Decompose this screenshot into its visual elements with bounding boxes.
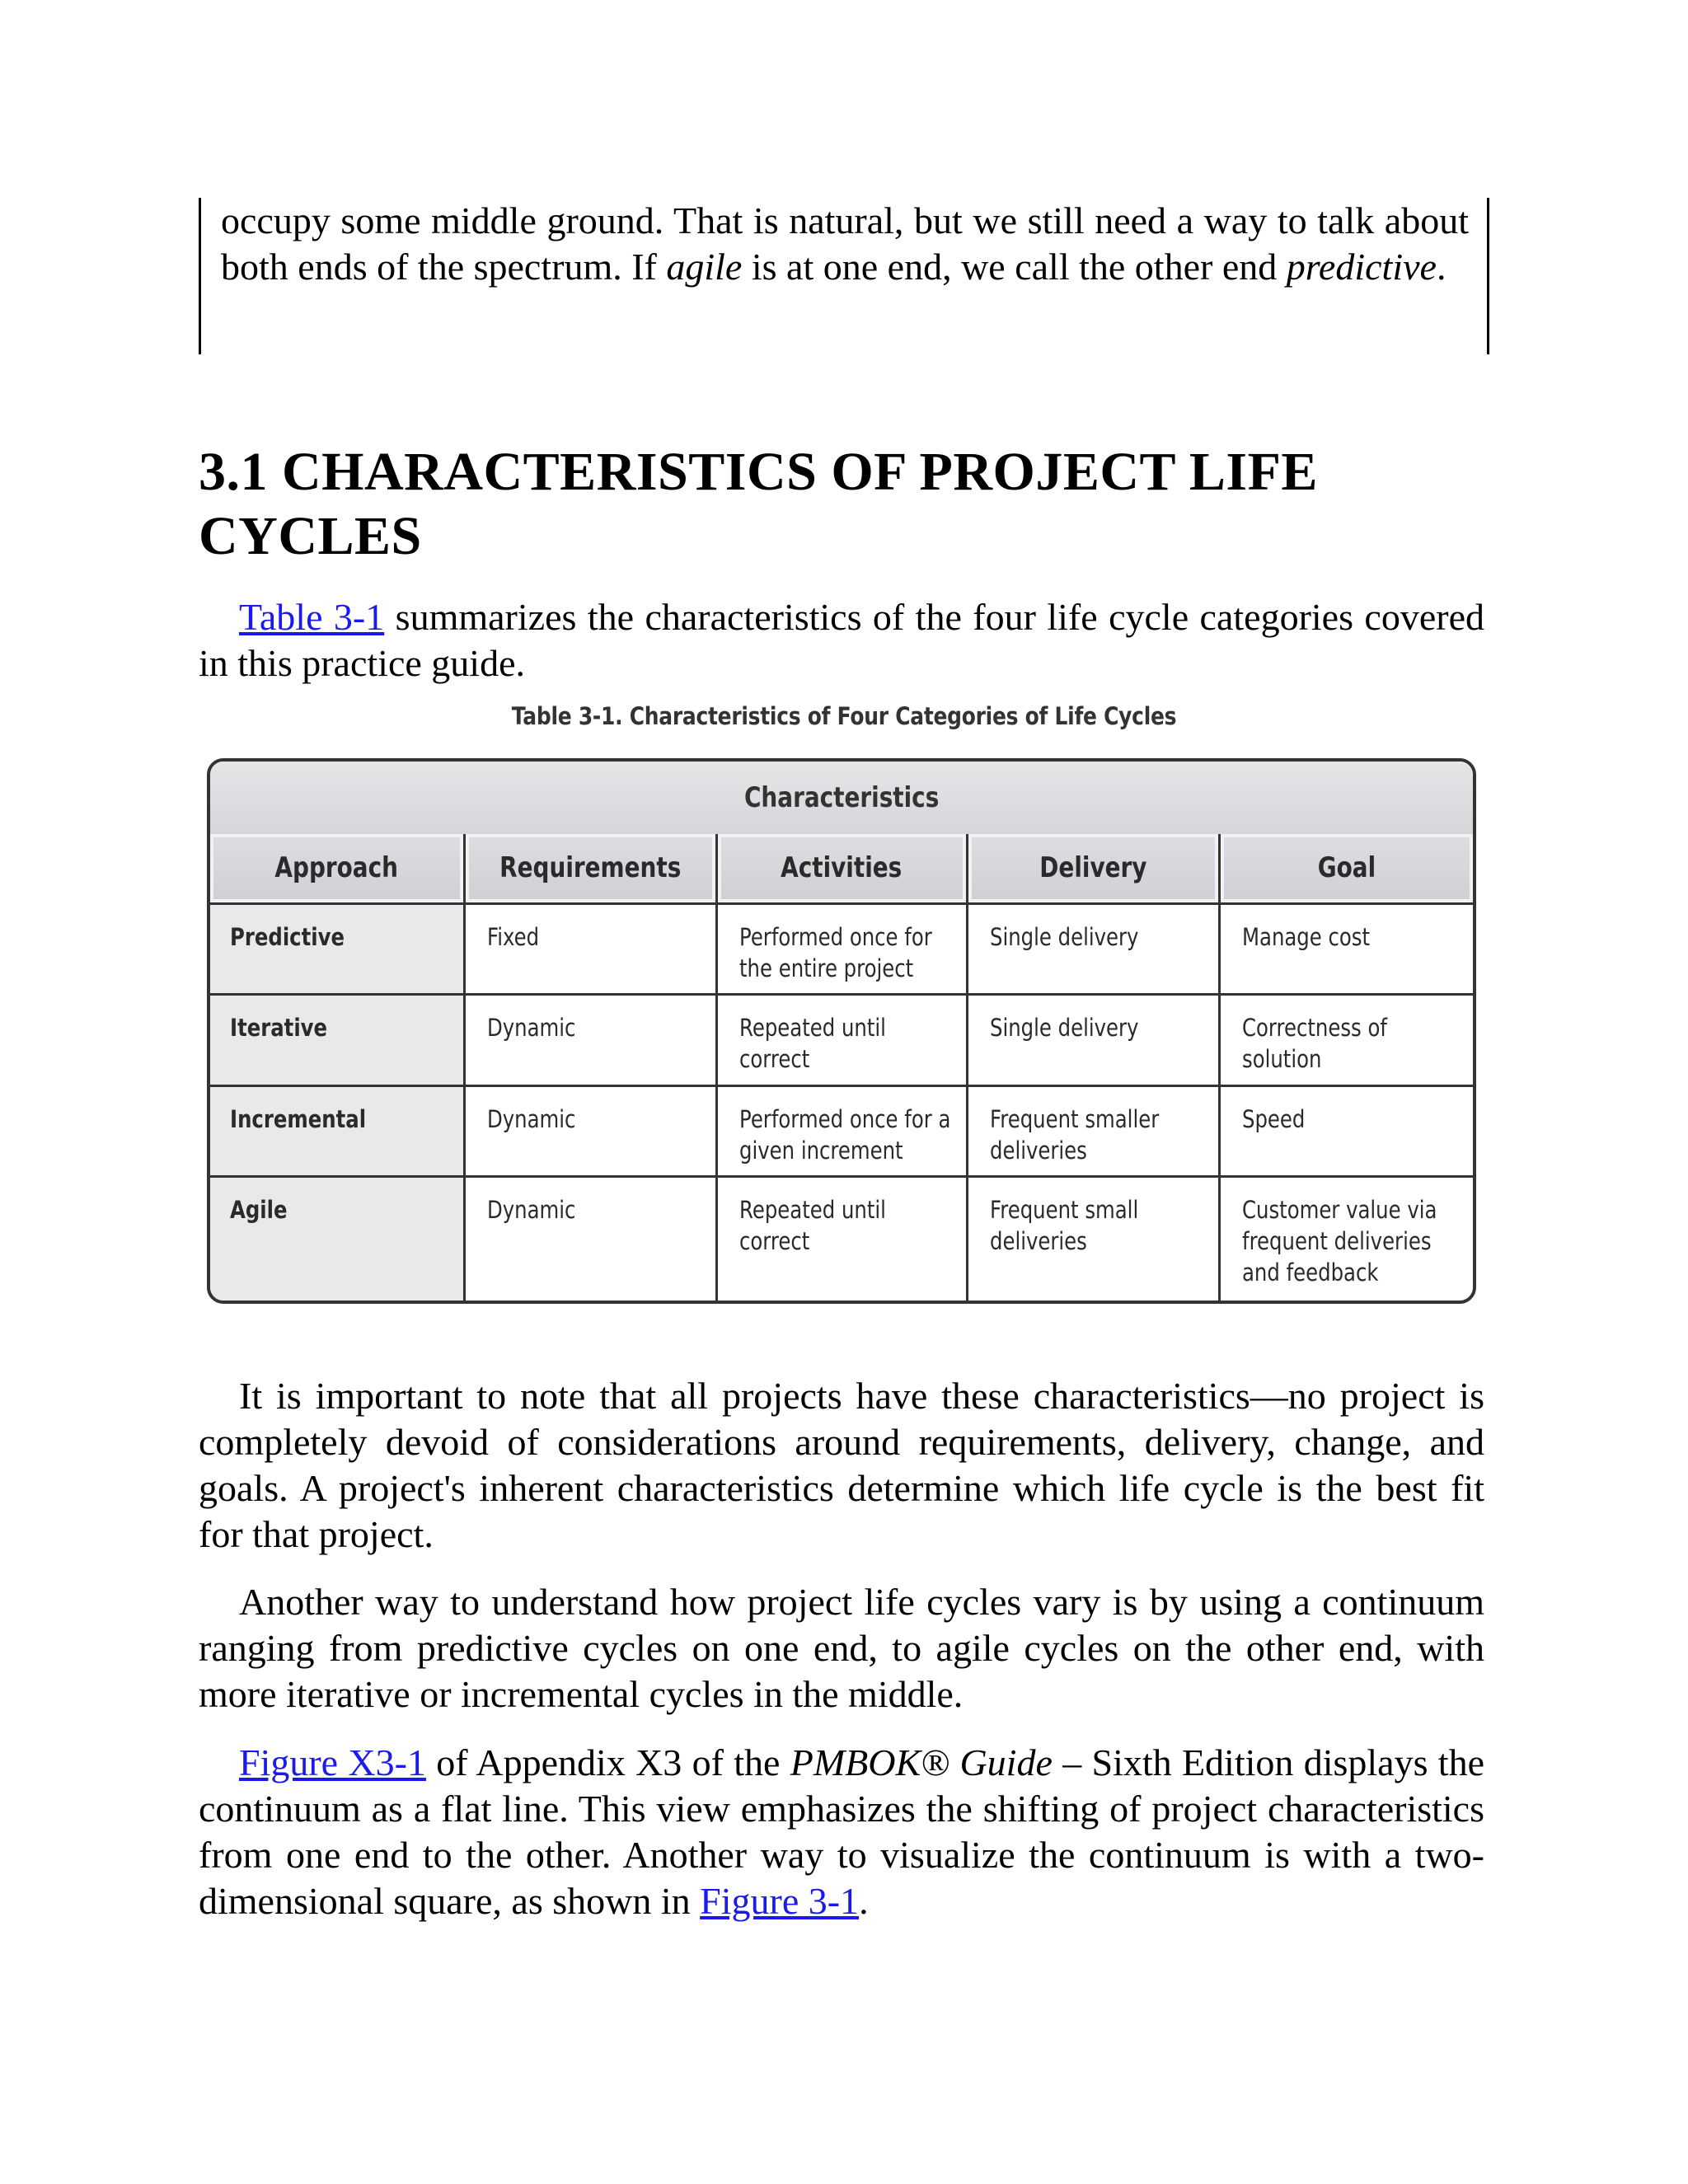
cell-text: Frequent small deliveries [989,1195,1138,1255]
cell-text: Customer value via frequent deliveries and feedback [1241,1195,1437,1286]
cell-text: Dynamic [486,1014,575,1043]
cell-requirements [464,1176,716,1301]
cell-text: Dynamic [486,1104,575,1133]
table-grid [210,834,1473,1301]
cell-text: Agile [230,1195,288,1224]
table-caption: Table 3-1. Characteristics of Four Categories of Life Cycles [511,702,1177,730]
table-header-row [210,834,1473,903]
header-approach [210,834,464,903]
cell-text: Manage cost [1241,922,1370,951]
cell-approach [210,1085,464,1176]
intro-part2: is at one end, we call the other end [742,246,1287,288]
cell-text: Fixed [486,922,539,951]
group-header-label: Characteristics [743,781,940,814]
cell-text: Iterative [230,1014,328,1043]
cell-text: Performed once for the entire project [738,922,932,982]
pmbok-guide-title: PMBOK® Guide [790,1741,1053,1783]
cell-text: Frequent smaller deliveries [989,1104,1159,1165]
header-approach-label: Approach [274,851,399,885]
cell-text: Incremental [230,1104,367,1133]
header-goal-label: Goal [1317,851,1376,885]
life-cycle-table [207,758,1476,1304]
cell-activities [716,1176,967,1301]
cell-delivery [967,1176,1219,1301]
cell-goal [1219,995,1473,1085]
paragraph-figure-reference [199,1740,1484,1924]
intro-part3: . [1436,246,1447,288]
table-row [210,995,1473,1085]
cell-text: Single delivery [989,1014,1138,1043]
header-requirements [464,834,716,903]
header-delivery [967,834,1219,903]
cell-activities [716,995,967,1085]
table-row [210,903,1473,994]
header-delivery-label: Delivery [1039,851,1147,885]
section-heading: 3.1 CHARACTERISTICS OF PROJECT LIFE CYCLES [199,442,1318,566]
intro-part1: occupy some middle ground. That is natural, but we still need a way to talk about both ends of the spectrum. If [221,199,1469,288]
table-group-header [210,762,1473,837]
predictive-term: predictive [1286,246,1437,288]
cell-goal [1219,903,1473,994]
cell-text: Repeated until correct [738,1195,886,1255]
paragraph-characteristics-note: It is important to note that all projects have these characteristics—no project is completely devoid of considerations around requirements, delivery, change, and goals. A project's inherent characteristics determine which life cycle is the best fit for that project. [199,1375,1484,1555]
cell-delivery [967,903,1219,994]
para4-text2: – Sixth Edition displays the continuum as a flat line. This view emphasizes the shifting of project characteristics from one end to the other. Another way to visualize the continuum is with a two-dimensional square, as shown in [199,1741,1484,1922]
cell-approach [210,903,464,994]
header-goal [1219,834,1473,903]
cell-requirements [464,995,716,1085]
cell-text: Predictive [230,922,345,951]
cell-delivery [967,1085,1219,1176]
header-activities [716,834,967,903]
cell-activities [716,1085,967,1176]
paragraph-table-intro [199,594,1484,687]
para4-text3: . [859,1880,869,1922]
agile-term: agile [666,246,743,288]
cell-activities [716,903,967,994]
table-3-1-link[interactable]: Table 3-1 [239,596,385,638]
header-requirements-label: Requirements [499,851,682,885]
quoted-paragraph [199,198,1489,354]
intro-text [201,198,1487,290]
figure-x3-1-link[interactable]: Figure X3-1 [239,1741,426,1783]
cell-text: Single delivery [989,922,1138,951]
para4-text1: of Appendix X3 of the [425,1741,790,1783]
table-row [210,1085,1473,1176]
table-row [210,1176,1473,1301]
cell-approach [210,1176,464,1301]
cell-goal [1219,1176,1473,1301]
header-activities-label: Activities [781,851,903,885]
cell-goal [1219,1085,1473,1176]
cell-text: Dynamic [486,1195,575,1224]
paragraph-table-intro-text: summarizes the characteristics of the four life cycle categories covered in this practice guide. [199,596,1484,684]
cell-delivery [967,995,1219,1085]
cell-approach [210,995,464,1085]
paragraph-continuum: Another way to understand how project life cycles vary is by using a continuum ranging from predictive cycles on one end, to agile cycles on the other end, with more iterative or incremental cycles in the middle. [199,1581,1484,1715]
cell-text: Repeated until correct [738,1014,886,1074]
figure-3-1-link[interactable]: Figure 3-1 [700,1880,860,1922]
cell-requirements [464,903,716,994]
cell-text: Performed once for a given increment [738,1104,950,1165]
cell-text: Speed [1241,1104,1305,1133]
cell-requirements [464,1085,716,1176]
cell-text: Correctness of solution [1241,1014,1387,1074]
